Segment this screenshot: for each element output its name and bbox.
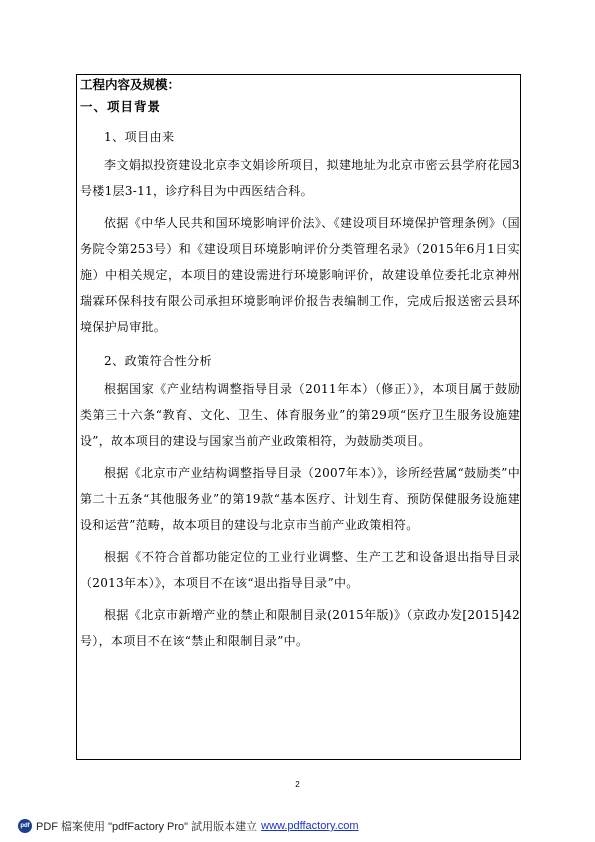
page-number: 2 — [295, 780, 300, 789]
subsection-origin: 1、项目由来 — [104, 130, 175, 144]
footer-text: PDF 檔案使用 "pdfFactory Pro" 試用版本建立 — [36, 821, 258, 833]
paragraph-exit-directory: 根据《不符合首都功能定位的工业行业调整、生产工艺和设备退出指导目录（2013年本）》，本项目不在该“退出指导目录”中。 — [80, 550, 520, 590]
paragraph-legal-basis: 依据《中华人民共和国环境影响评价法》、《建设项目环境保护管理条例》（国务院令第253号）和《建设项目环境影响评价分类管理名录》（2015年6月1日实施）中相关规定，本项目的建设需进行环境影响评价，故建设单位委托北京神州瑞霖环保科技有限公司承担环境影响评价报告表编制工作，完成后报送密云县环境保护局审批。 — [80, 216, 520, 334]
subsection-policy: 2、政策符合性分析 — [104, 354, 213, 368]
heading: 工程内容及规模： — [80, 77, 181, 92]
paragraph-origin: 李文娟拟投资建设北京李文娟诊所项目，拟建地址为北京市密云县学府花园3号楼1层3-11，诊疗科目为中西医结合科。 — [80, 158, 520, 198]
paragraph-national-policy: 根据国家《产业结构调整指导目录（2011年本）（修正）》，本项目属于鼓励类第三十六条“教育、文化、卫生、体育服务业”的第29项“医疗卫生服务设施建设”，故本项目的建设与国家当前产业政策相符，为鼓励类项目。 — [80, 382, 520, 448]
paragraph-restriction-directory: 根据《北京市新增产业的禁止和限制目录(2015年版)》（京政办发[2015]42号），本项目不在该“禁止和限制目录”中。 — [80, 608, 520, 648]
footer-watermark — [18, 818, 359, 834]
footer-link[interactable]: www.pdffactory.com — [261, 820, 359, 832]
section-title: 一、项目背景 — [80, 99, 162, 114]
pdf-logo-icon: pdf — [18, 819, 32, 833]
paragraph-beijing-policy: 根据《北京市产业结构调整指导目录（2007年本）》，诊所经营属“鼓励类”中第二十五条“其他服务业”的第19款“基本医疗、计划生育、预防保健服务设施建设和运营”范畴，故本项目的建设与北京市当前产业政策相符。 — [80, 466, 520, 532]
document-body — [80, 76, 520, 654]
